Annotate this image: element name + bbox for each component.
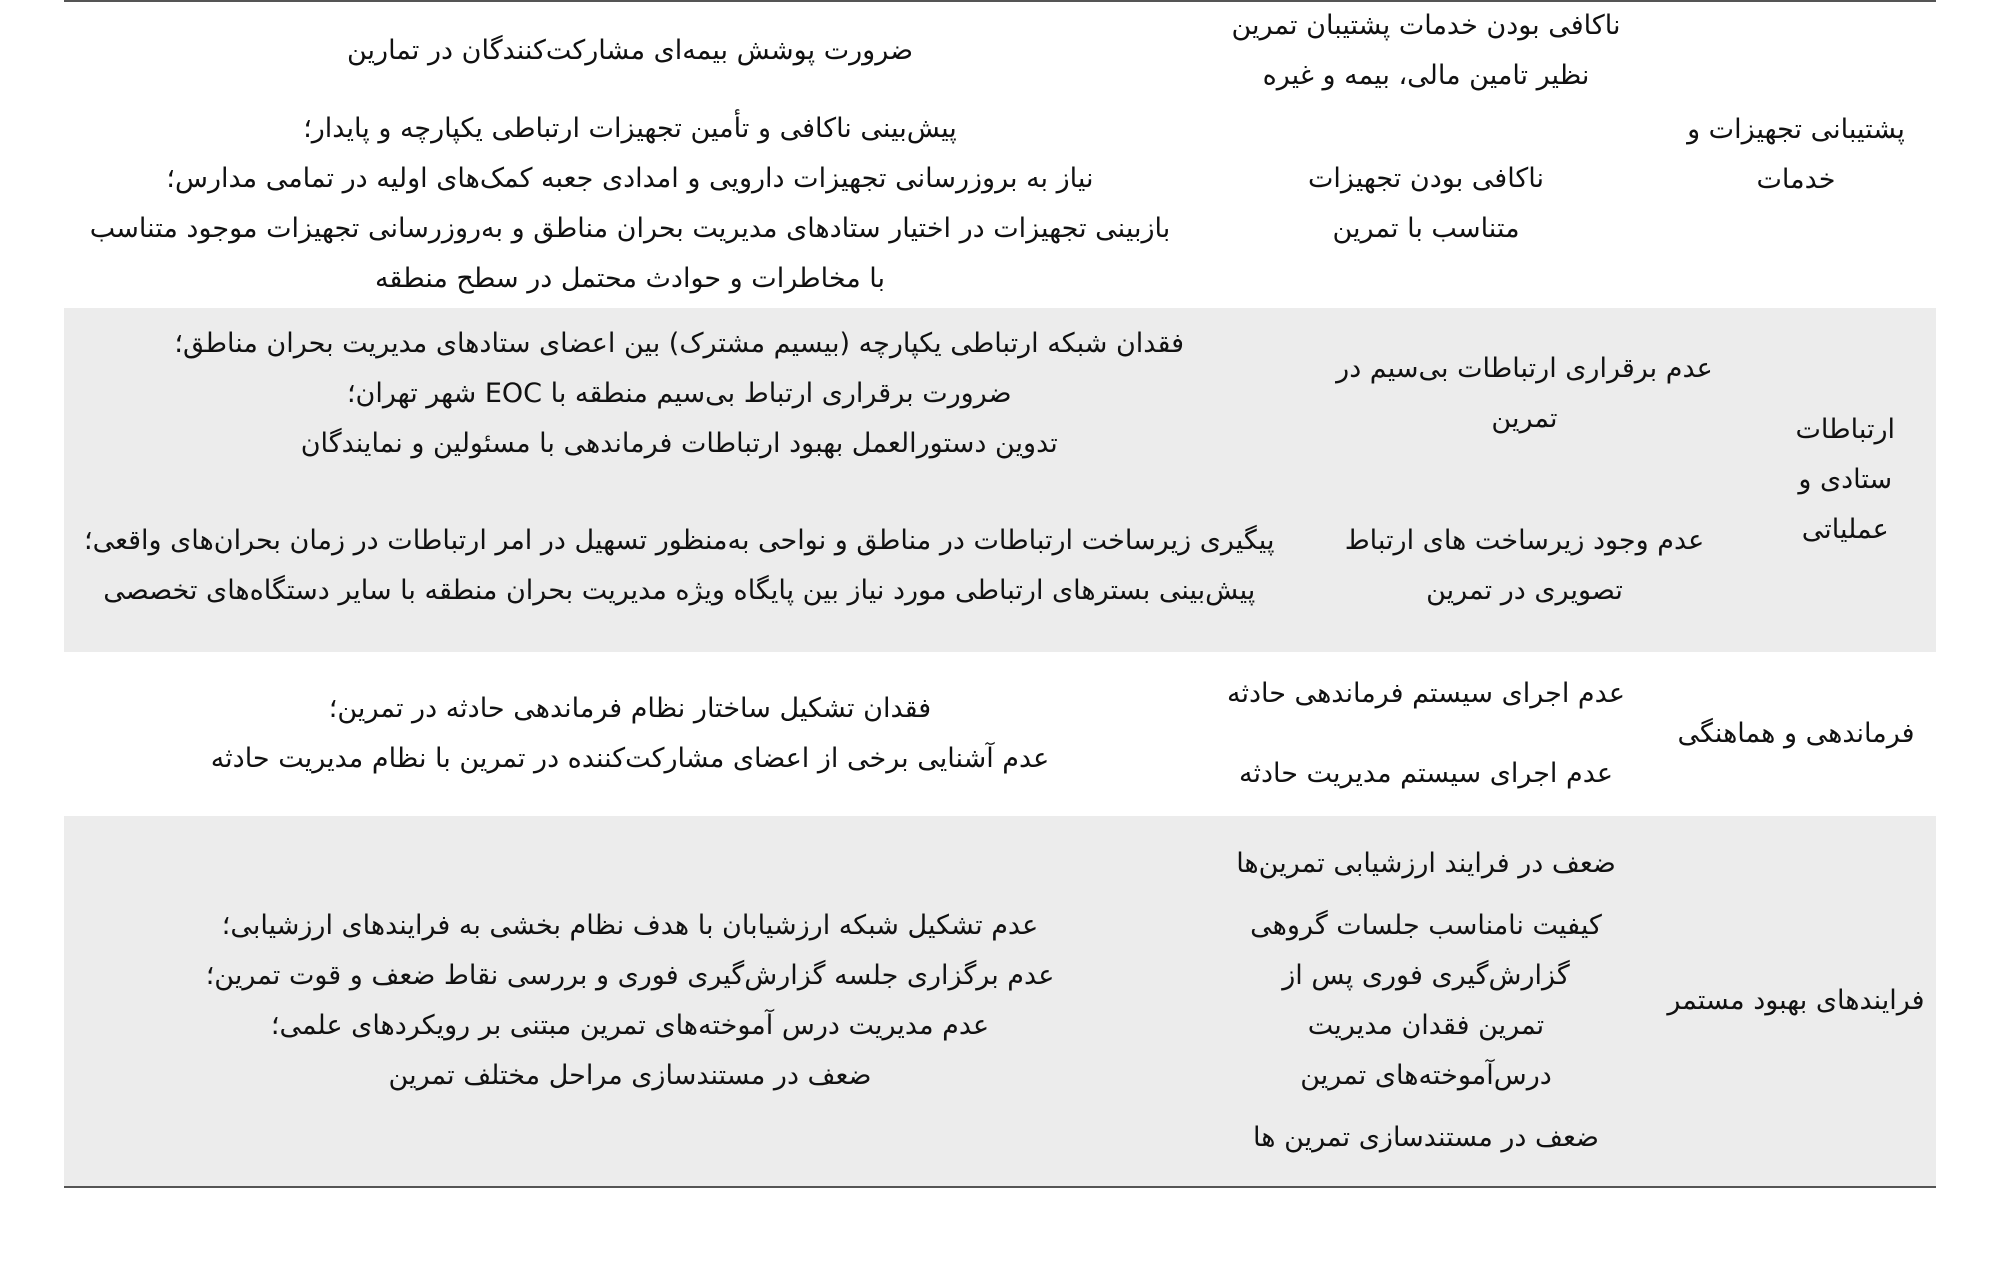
problem-text: ناکافی بودن تجهیزات متناسب با تمرین [1307,163,1545,244]
problem-cell [1196,154,1656,254]
category-label: ارتباطات ستادی و عملیاتی [1795,414,1896,545]
problem-text: کیفیت نامناسب جلسات گروهی گزارش‌گیری فوری پس از تمرین فقدان مدیریت درس‌آموخته‌های تمرین [1250,910,1602,1091]
solution-text: ضعف در مستندسازی مراحل مختلف تمرین [388,1060,872,1091]
problem-cell [1196,669,1656,799]
table-group-command-coordination [64,652,1936,816]
solution-text: عدم مدیریت درس آموخته‌های تمرین مبتنی بر رویکردهای علمی؛ [270,1010,990,1041]
group-rows [64,308,1754,652]
solutions-cell [64,26,1196,76]
problem-text: عدم وجود زیرساخت های ارتباط تصویری در تمرین [1344,525,1705,606]
category-label: فرماندهی و هماهنگی [1677,718,1915,749]
category-cell [1656,2,1936,308]
problem-text: ناکافی بودن خدمات پشتیبان تمرین نظیر تامین مالی، بیمه و غیره [1231,10,1621,91]
solution-text: فقدان تشکیل ساختار نظام فرماندهی حادثه در تمرین؛ [328,693,932,724]
problem-text: عدم برقراری ارتباطات بی‌سیم در تمرین [1336,353,1713,434]
table-row [64,652,1656,816]
group-rows [64,652,1656,816]
table-row [64,309,1754,479]
table-group-communications [64,308,1936,652]
solution-text: ضرورت برقراری ارتباط بی‌سیم منطقه با EOC شهر تهران؛ [346,378,1012,409]
table-row [64,816,1656,1186]
group-rows [64,2,1656,308]
category-label: پشتیبانی تجهیزات و خدمات [1687,114,1905,195]
solution-text: ضرورت پوشش بیمه‌ای مشارکت‌کنندگان در تمارین [346,35,914,66]
solution-text: عدم آشنایی برخی از اعضای مشارکت‌کننده در تمرین با نظام مدیریت حادثه [210,743,1050,774]
solutions-cell [64,104,1196,304]
problem-text: ضعف در مستندسازی تمرین ها [1253,1122,1599,1153]
solutions-cell [64,516,1294,616]
problem-cell [1294,516,1754,616]
problem-cell [1196,1,1656,101]
solutions-cell [64,901,1196,1101]
solution-text: عدم برگزاری جلسه گزارش‌گیری فوری و بررسی نقاط ضعف و قوت تمرین؛ [205,960,1055,991]
problem-cell [1196,839,1656,1163]
problem-text: عدم اجرای سیستم فرماندهی حادثه [1227,678,1625,709]
category-cell [1754,308,1936,652]
solution-text: پیگیری زیرساخت ارتباطات در مناطق و نواحی به‌منظور تسهیل در امر ارتباطات در زمان بحران‌های واقعی؛ [84,525,1275,556]
solution-text: پیش‌بینی بسترهای ارتباطی مورد نیاز بین پایگاه ویژه مدیریت بحران منطقه با سایر دستگاه‌های تخصصی [103,575,1256,606]
table-row [64,101,1656,307]
solution-text: عدم تشکیل شبکه ارزشیابان با هدف نظام بخشی به فرایندهای ارزشیابی؛ [221,910,1039,941]
solution-text: فقدان شبکه ارتباطی یکپارچه (بیسیم مشترک) بین اعضای ستادهای مدیریت بحران مناطق؛ [174,328,1185,359]
solutions-cell [64,319,1294,469]
solution-text: بازبینی تجهیزات در اختیار ستادهای مدیریت بحران مناطق و به‌روزرسانی تجهیزات موجود متناسب با مخاطرات و حوادث محتمل در سطح منطقه [89,213,1171,294]
problem-text: ضعف در فرایند ارزشیابی تمرین‌ها [1236,848,1616,879]
table-group-continuous-improvement [64,816,1936,1186]
table-row [64,3,1656,99]
category-label: فرایندهای بهبود مستمر [1667,985,1925,1016]
table-row [64,481,1754,651]
problem-text: عدم اجرای سیستم مدیریت حادثه [1238,758,1614,789]
solution-text: تدوین دستورالعمل بهبود ارتباطات فرماندهی با مسئولین و نمایندگان [300,428,1058,459]
solution-text: پیش‌بینی ناکافی و تأمین تجهیزات ارتباطی یکپارچه و پایدار؛ [303,113,957,144]
table-group-equipment-support [64,2,1936,308]
category-cell [1656,816,1936,1186]
solutions-cell [64,684,1196,784]
results-table [64,0,1936,1188]
group-rows [64,816,1656,1186]
problem-cell [1294,344,1754,444]
category-cell [1656,652,1936,816]
solution-text: نیاز به بروزرسانی تجهیزات دارویی و امدادی جعبه کمک‌های اولیه در تمامی مدارس؛ [166,163,1094,194]
